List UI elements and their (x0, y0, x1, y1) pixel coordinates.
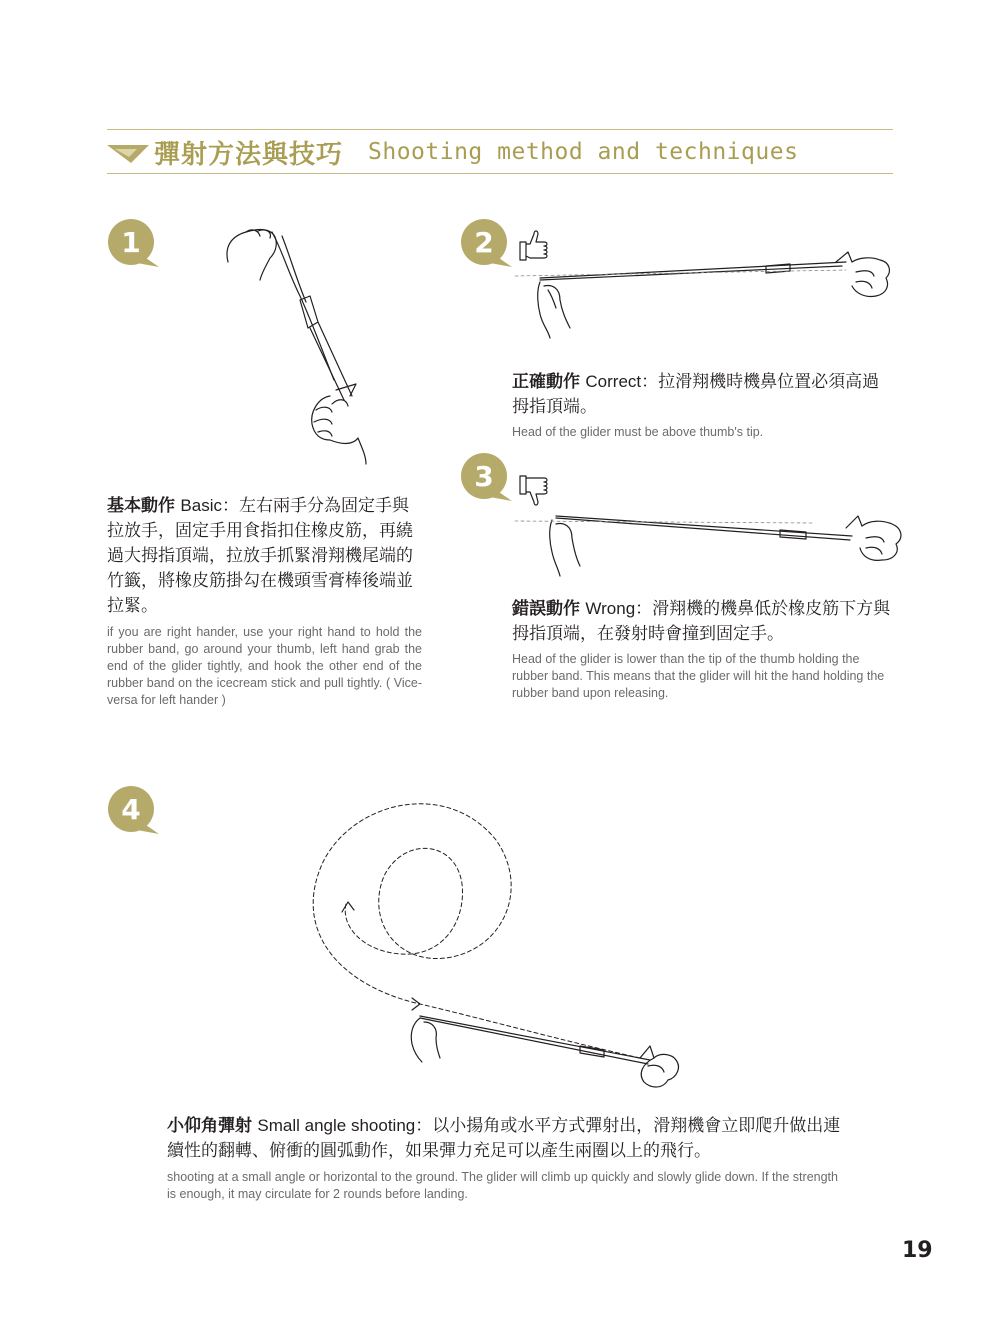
step-3-text (512, 596, 896, 702)
flight-path-illustration (313, 804, 678, 1087)
step-3-zh (512, 596, 896, 647)
thumbs-down-icon (520, 476, 547, 505)
step-1-body-zh: ：左右兩手分為固定手與拉放手，固定手用食指扣住橡皮筋，再繞過大拇指頂端，拉放手抓緊滑翔機尾端的竹籤，將橡皮筋掛勾在機頭雪膏棒後端並拉緊。 (107, 496, 413, 616)
basic-hold-illustration (227, 230, 366, 465)
step-2-label-zh: 正確動作 (512, 372, 580, 392)
step-4-label-zh: 小仰角彈射 (167, 1116, 252, 1136)
step-4-body-en: shooting at a small angle or horizontal to the ground. The glider will climb up quickly and slowly glide down. If the strength is enough, it may circulate for 2 rounds before landing. (167, 1170, 838, 1201)
page-title-en: Shooting method and techniques (368, 139, 799, 165)
step-4-text (167, 1113, 847, 1203)
thumbs-up-icon (520, 231, 547, 260)
step-4-zh (167, 1113, 847, 1164)
step-2-body-zh: ：拉滑翔機時機鼻位置必須高過拇指頂端。 (512, 372, 880, 417)
step-1-label-zh: 基本動作 (107, 496, 175, 516)
step-number-2: 2 (474, 226, 494, 259)
step-1-body-en: if you are right hander, use your right hand to hold the rubber band, go around your thumb, left hand grab the end of the glider tightly, and hook the other end of the rubber band on the icecream stick and pull tightly. ( Vice-versa for left hander ) (107, 625, 422, 707)
step-2-label-en: Correct (585, 372, 642, 391)
step-2-text (512, 369, 896, 441)
step-2-zh (512, 369, 896, 420)
step-3-body-en: Head of the glider is lower than the tip of the thumb holding the rubber band. This means that the glider will hit the hand holding the rubber band upon releasing. (512, 652, 885, 700)
step-number-4: 4 (121, 793, 141, 826)
step-1-text (107, 493, 422, 709)
page-number: 19 (902, 1238, 933, 1263)
step-1-label-en: Basic (180, 496, 222, 515)
step-number-1: 1 (121, 226, 141, 259)
step-3-label-en: Wrong (585, 599, 636, 618)
step-1-zh (107, 493, 422, 619)
correct-hold-illustration (538, 252, 890, 338)
step-2-body-en: Head of the glider must be above thumb's tip. (512, 425, 764, 439)
step-4-label-en: Small angle shooting (257, 1116, 416, 1135)
step-4-body-zh: ：以小揚角或水平方式彈射出，滑翔機會立即爬升做出連續性的翻轉、俯衝的圓弧動作，如果彈力充足可以產生兩圈以上的飛行。 (167, 1116, 841, 1161)
page-title-zh: 彈射方法與技巧 (154, 140, 344, 170)
step-number-3: 3 (474, 460, 494, 493)
wrong-hold-illustration (550, 516, 901, 576)
step-3-body-zh: ：滑翔機的機鼻低於橡皮筋下方與拇指頂端，在發射時會撞到固定手。 (512, 599, 891, 644)
step-3-label-zh: 錯誤動作 (512, 599, 580, 619)
